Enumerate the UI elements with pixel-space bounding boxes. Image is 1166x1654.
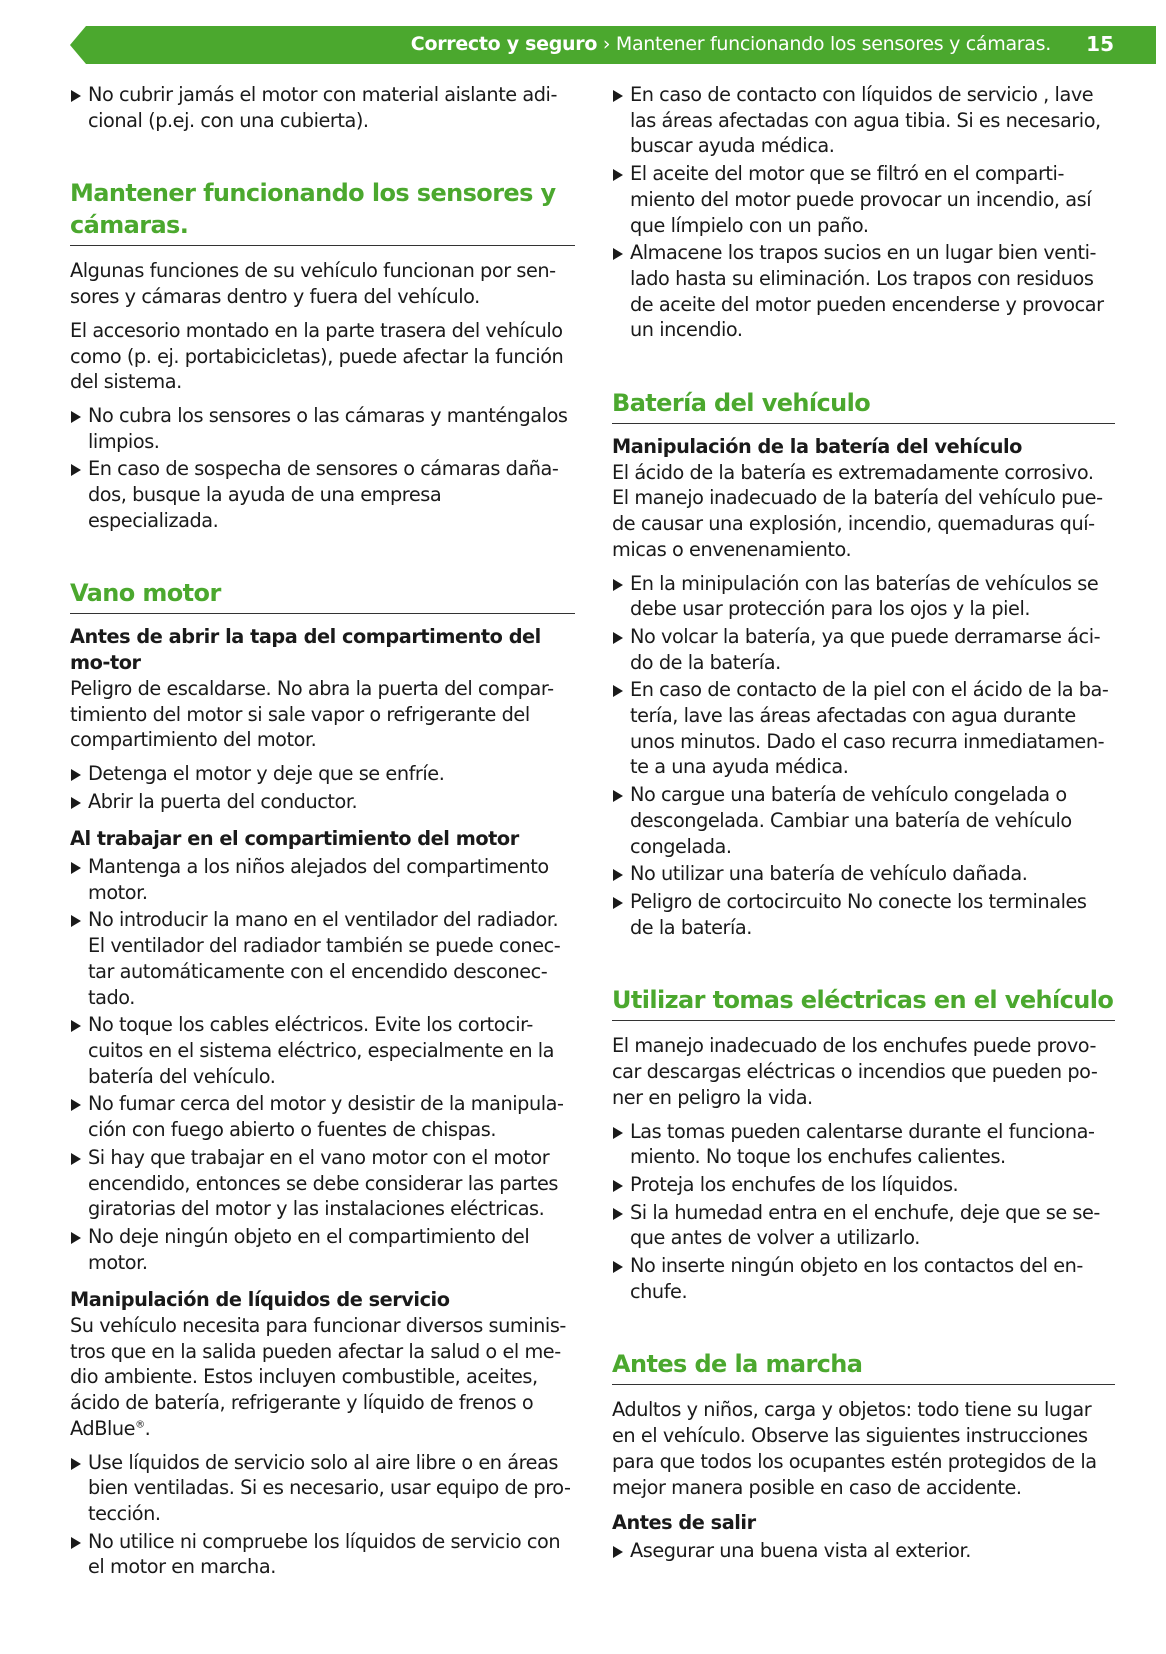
list-item: No utilizar una batería de vehículo dañada. [612,861,1115,887]
section-title-engine: Vano motor [70,577,575,614]
page-header [70,26,1156,64]
subheading: Manipulación de la batería del vehículo [612,435,1022,459]
paragraph: Peligro de escaldarse. No abra la puerta del compar-timiento del motor si sale vapor o refrigerante del compartimiento del motor. [70,676,554,752]
list-item: Las tomas pueden calentarse durante el funciona-miento. No toque los enchufes calientes. [612,1119,1115,1170]
subheading: Manipulación de líquidos de servicio [70,1288,450,1312]
registered-mark: ® [135,1419,145,1431]
list-item: Si hay que trabajar en el vano motor con el motor encendido, entonces se debe considerar las partes giratorias del motor y las instalaciones eléctricas. [70,1145,575,1222]
subheading: Antes de abrir la tapa del compartimento del mo-tor [70,625,541,675]
list-item: En la minipulación con las baterías de vehículos se debe usar protección para los ojos y la piel. [612,571,1115,622]
right-column [612,80,1115,1566]
list-item: Proteja los enchufes de los líquidos. [612,1172,1115,1198]
paragraph: El manejo inadecuado de los enchufes puede provo-car descargas eléctricas o incendios que pueden po-ner en peligro la vida. [612,1034,1098,1109]
list-item: Use líquidos de servicio solo al aire libre o en áreas bien ventiladas. Si es necesario, usar equipo de pro-tección. [70,1450,575,1527]
paragraph-text: Su vehículo necesita para funcionar diversos suminis-tros que en la salida pueden afectar la salud o el me-dio ambiente. Estos incluyen combustible, aceites, ácido de batería, refrigerante y líquido de frenos o AdBlue [70,1314,566,1440]
list-item: No volcar la batería, ya que puede derramarse áci-do de la batería. [612,624,1115,675]
list-item: Mantenga a los niños alejados del compartimento motor. [70,854,575,905]
breadcrumb-section: Correcto y seguro [410,33,598,55]
list-item: Abrir la puerta del conductor. [70,789,575,815]
list-item: No inserte ningún objeto en los contactos del en-chufe. [612,1253,1115,1304]
paragraph [70,1313,575,1442]
section-title-driving: Antes de la marcha [612,1348,1115,1385]
section-title-battery: Batería del vehículo [612,387,1115,424]
list-item: Asegurar una buena vista al exterior. [612,1538,1115,1564]
list-item: No cubra los sensores o las cámaras y manténgalos limpios. [70,403,575,454]
paragraph: El accesorio montado en la parte trasera del vehículo como (p. ej. portabicicletas), puede afectar la función del sistema. [70,318,564,394]
breadcrumb-page: Mantener funcionando los sensores y cámaras. [615,33,1051,55]
paragraph: El ácido de la batería es extremadamente corrosivo. El manejo inadecuado de la batería del vehículo pue-de causar una explosión, incendio, quemaduras quí-micas o envenenamiento. [612,460,1103,561]
paragraph-end: . [144,1416,151,1440]
list-item: No cubrir jamás el motor con material aislante adi-cional (p.ej. con una cubierta). [70,82,575,133]
list-item: No fumar cerca del motor y desistir de la manipula-ción con fuego abierto o fuentes de chispas. [70,1091,575,1142]
list-item: Almacene los trapos sucios en un lugar bien venti-lado hasta su eliminación. Los trapos con residuos de aceite del motor pueden encenderse y provocar un incendio. [612,240,1115,343]
list-item: Peligro de cortocircuito No conecte los terminales de la batería. [612,889,1115,940]
subheading: Antes de salir [612,1511,756,1535]
list-item: No cargue una batería de vehículo congelada o descongelada. Cambiar una batería de vehículo congelada. [612,782,1115,859]
paragraph: Algunas funciones de su vehículo funcionan por sen-sores y cámaras dentro y fuera del vehículo. [70,259,556,309]
list-item: No toque los cables eléctricos. Evite los cortocir-cuitos en el sistema eléctrico, especialmente en la batería del vehículo. [70,1012,575,1089]
list-item: Si la humedad entra en el enchufe, deje que se se-que antes de volver a utilizarlo. [612,1200,1115,1251]
list-item: No deje ningún objeto en el compartimiento del motor. [70,1224,575,1275]
list-item: En caso de sospecha de sensores o cámaras daña-dos, busque la ayuda de una empresa especializada. [70,456,575,533]
list-item: El aceite del motor que se filtró en el comparti-miento del motor puede provocar un incendio, así que límpielo con un paño. [612,161,1115,238]
list-item: No utilice ni compruebe los líquidos de servicio con el motor en marcha. [70,1529,575,1580]
breadcrumb [411,33,1051,55]
left-column [70,80,575,1582]
section-title-sensors: Mantener funcionando los sensores y cámaras. [70,177,575,246]
breadcrumb-separator: › [597,33,616,55]
list-item: No introducir la mano en el ventilador del radiador. El ventilador del radiador también se puede conec-tar automáticamente con el encendido desconec-tado. [70,907,575,1010]
subheading: Al trabajar en el compartimiento del motor [70,827,519,851]
list-item: Detenga el motor y deje que se enfríe. [70,761,575,787]
list-item: En caso de contacto con líquidos de servicio , lave las áreas afectadas con agua tibia. Si es necesario, buscar ayuda médica. [612,82,1115,159]
page-number: 15 [1086,32,1114,56]
section-title-sockets: Utilizar tomas eléctricas en el vehículo [612,984,1115,1021]
list-item: En caso de contacto de la piel con el ácido de la ba-tería, lave las áreas afectadas con agua durante unos minutos. Dado el caso recurra inmediatamen-te a una ayuda médica. [612,677,1115,780]
paragraph: Adultos y niños, carga y objetos: todo tiene su lugar en el vehículo. Observe las siguientes instrucciones para que todos los ocupantes estén protegidos de la mejor manera posible en caso de accidente. [612,1398,1097,1499]
